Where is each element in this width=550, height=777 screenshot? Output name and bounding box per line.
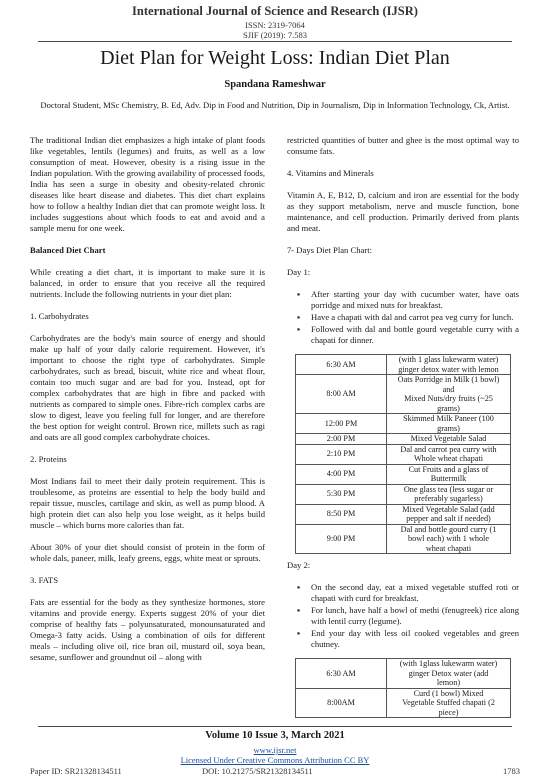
- page-number: 1783: [503, 766, 520, 776]
- bullet-icon: ▪: [297, 628, 301, 638]
- list-item: ▪ End your day with less oil cooked vegetables and green chutney.: [297, 628, 519, 649]
- day1-menu-table: [295, 354, 511, 554]
- vitamins-paragraph: Vitamin A, E, B12, D, calcium and iron are essential for the body as they support metabolism, nerve and muscle function, bone maintenance, and cell production. Primarily derived from plants and meat.: [287, 190, 519, 233]
- list-item: ▪ For lunch, have half a bowl of methi (fenugreek) rice along with lentil curry (legume).: [297, 605, 519, 626]
- list-item: ▪ After starting your day with cucumber water, have oats porridge and mixed nuts for breakfast.: [297, 289, 519, 310]
- proteins-paragraph-2: About 30% of your diet should consist of protein in the form of whole dals, paneer, milk, leafy greens, eggs, white meat or sprouts.: [30, 542, 265, 563]
- right-column: [287, 135, 519, 724]
- day1-label: Day 1:: [287, 267, 311, 277]
- section-heading-diet-chart: 7- Days Diet Plan Chart:: [287, 245, 372, 255]
- table-row: 12:00 PM Skimmed Milk Paneer (100 grams): [296, 414, 511, 434]
- left-column: [30, 135, 265, 663]
- bullet-icon: ▪: [297, 605, 301, 615]
- bullet-icon: ▪: [297, 312, 301, 322]
- journal-issn: ISSN: 2319-7064: [245, 20, 305, 30]
- journal-sjif: SJIF (2019): 7.583: [243, 30, 307, 40]
- table-row: 8:50 PM Mixed Vegetable Salad (add pepper and salt if needed): [296, 504, 511, 524]
- paper-affiliation: Doctoral Student, MSc Chemistry, B. Ed, Adv. Dip in Food and Nutrition, Dip in Journalism, Dip in Information Technology, Ck, Artist.: [40, 100, 510, 110]
- day1-bullets: [287, 289, 519, 346]
- table-row: 5:30 PM One glass tea (less sugar or preferably sugarless): [296, 484, 511, 504]
- table-row: 6:30 AM (with 1 glass lukewarm water) ginger detox water with lemon: [296, 355, 511, 375]
- bullet-icon: ▪: [297, 289, 301, 299]
- day2-bullets: [287, 582, 519, 650]
- section-heading-carbs: 1. Carbohydrates: [30, 311, 89, 321]
- section-heading-balanced: Balanced Diet Chart: [30, 245, 106, 255]
- table-row: 8:00AM Curd (1 bowl) Mixed Vegetable Stuffed chapati (2 piece): [296, 688, 511, 718]
- list-item: ▪ Have a chapati with dal and carrot pea veg curry for lunch.: [297, 312, 514, 322]
- paper-id: Paper ID: SR21328134511: [30, 766, 122, 776]
- bullet-icon: ▪: [297, 324, 301, 334]
- table-row: 2:10 PM Dal and carrot pea curry with Whole wheat chapati: [296, 444, 511, 464]
- license-link[interactable]: Licensed Under Creative Commons Attribution CC BY: [180, 755, 370, 765]
- journal-title: International Journal of Science and Research (IJSR): [132, 4, 418, 18]
- fats-paragraph: Fats are essential for the body as they synthesize hormones, store vitamins and provide energy. Experts suggest 20% of your diet comprise of healthy fats – polyunsaturated, monounsaturated and Omega-3 fatty acids. Using a combination of oils for different meals – including olive oil, rice bran oil, mustard oil, soya bean, sesame, sunflower and groundnut oil – along with: [30, 597, 265, 662]
- website-link[interactable]: www.ijsr.net: [253, 745, 297, 755]
- balanced-paragraph: While creating a diet chart, it is important to make sure it is balanced, in order to ensure that you receive all the required nutrients. Include the following nutrients in your diet plan:: [30, 267, 265, 299]
- footer-divider: [38, 726, 512, 727]
- intro-paragraph: The traditional Indian diet emphasizes a high intake of plant foods like vegetables, lentils (legumes) and fruits, as well as a low consumption of meat. However, obesity is a rising issue in the Indian population. With the growing availability of processed foods, India has seen a surge in obesity and obesity-related chronic diseases like heart disease and diabetes. This diet chart explains how to follow a healthy Indian diet that can promote weight loss. It includes suggestions about which foods to eat and avoid and a sample menu for one week.: [30, 135, 265, 233]
- day2-menu-table: [295, 658, 511, 718]
- fats-continued-paragraph: restricted quantities of butter and ghee is the most optimal way to consume fats.: [287, 135, 519, 156]
- volume-issue: Volume 10 Issue 3, March 2021: [205, 730, 345, 741]
- table-row: 2:00 PM Mixed Vegetable Salad: [296, 434, 511, 445]
- header-divider: [38, 41, 512, 42]
- day2-label: Day 2:: [287, 560, 311, 570]
- list-item: ▪ On the second day, eat a mixed vegetable stuffed roti or chapati with curd for breakfast.: [297, 582, 519, 603]
- carbs-paragraph: Carbohydrates are the body's main source of energy and should make up half of your daily calorie requirement. However, it's important to choose the right type of carbohydrates. Simple carbohydrates, such as bread, biscuit, white rice and wheat flour, contain too much sugar and are bad for you. Instead, opt for complex carbohydrates that are high in fibre and packed with nutrients as compared to simple ones. Fibre-rich complex carbs are slow to digest, leave you feeling full for longer, and are therefore the best option for weight control. Brown rice, millets such as ragi and oats are all good complex carbohydrate choices.: [30, 333, 265, 442]
- section-heading-vitamins: 4. Vitamins and Minerals: [287, 168, 374, 178]
- bullet-icon: ▪: [297, 582, 301, 592]
- table-row: 8:00 AM Oats Porridge in Milk (1 bowl) and Mixed Nuts/dry fruits (~25 grams): [296, 375, 511, 414]
- section-heading-proteins: 2. Proteins: [30, 454, 67, 464]
- table-row: 6:30 AM (with 1glass lukewarm water) ginger Detox water (add lemon): [296, 659, 511, 689]
- table-row: 9:00 PM Dal and bottle gourd curry (1 bowl each) with 1 whole wheat chapati: [296, 524, 511, 554]
- table-row: 4:00 PM Cut Fruits and a glass of Buttermilk: [296, 464, 511, 484]
- paper-author: Spandana Rameshwar: [224, 79, 326, 90]
- proteins-paragraph-1: Most Indians fail to meet their daily protein requirement. This is troublesome, as proteins are essential to help the body build and repair tissue, muscles, cartilage and skin, as well as pump blood. A high protein diet can also help you lose weight, as it helps build muscle – which burns more calories than fat.: [30, 476, 265, 530]
- section-heading-fats: 3. FATS: [30, 575, 59, 585]
- paper-title: Diet Plan for Weight Loss: Indian Diet Plan: [100, 47, 450, 69]
- list-item: ▪ Followed with dal and bottle gourd vegetable curry with a chapati for dinner.: [297, 324, 519, 345]
- doi: DOI: 10.21275/SR21328134511: [202, 766, 313, 776]
